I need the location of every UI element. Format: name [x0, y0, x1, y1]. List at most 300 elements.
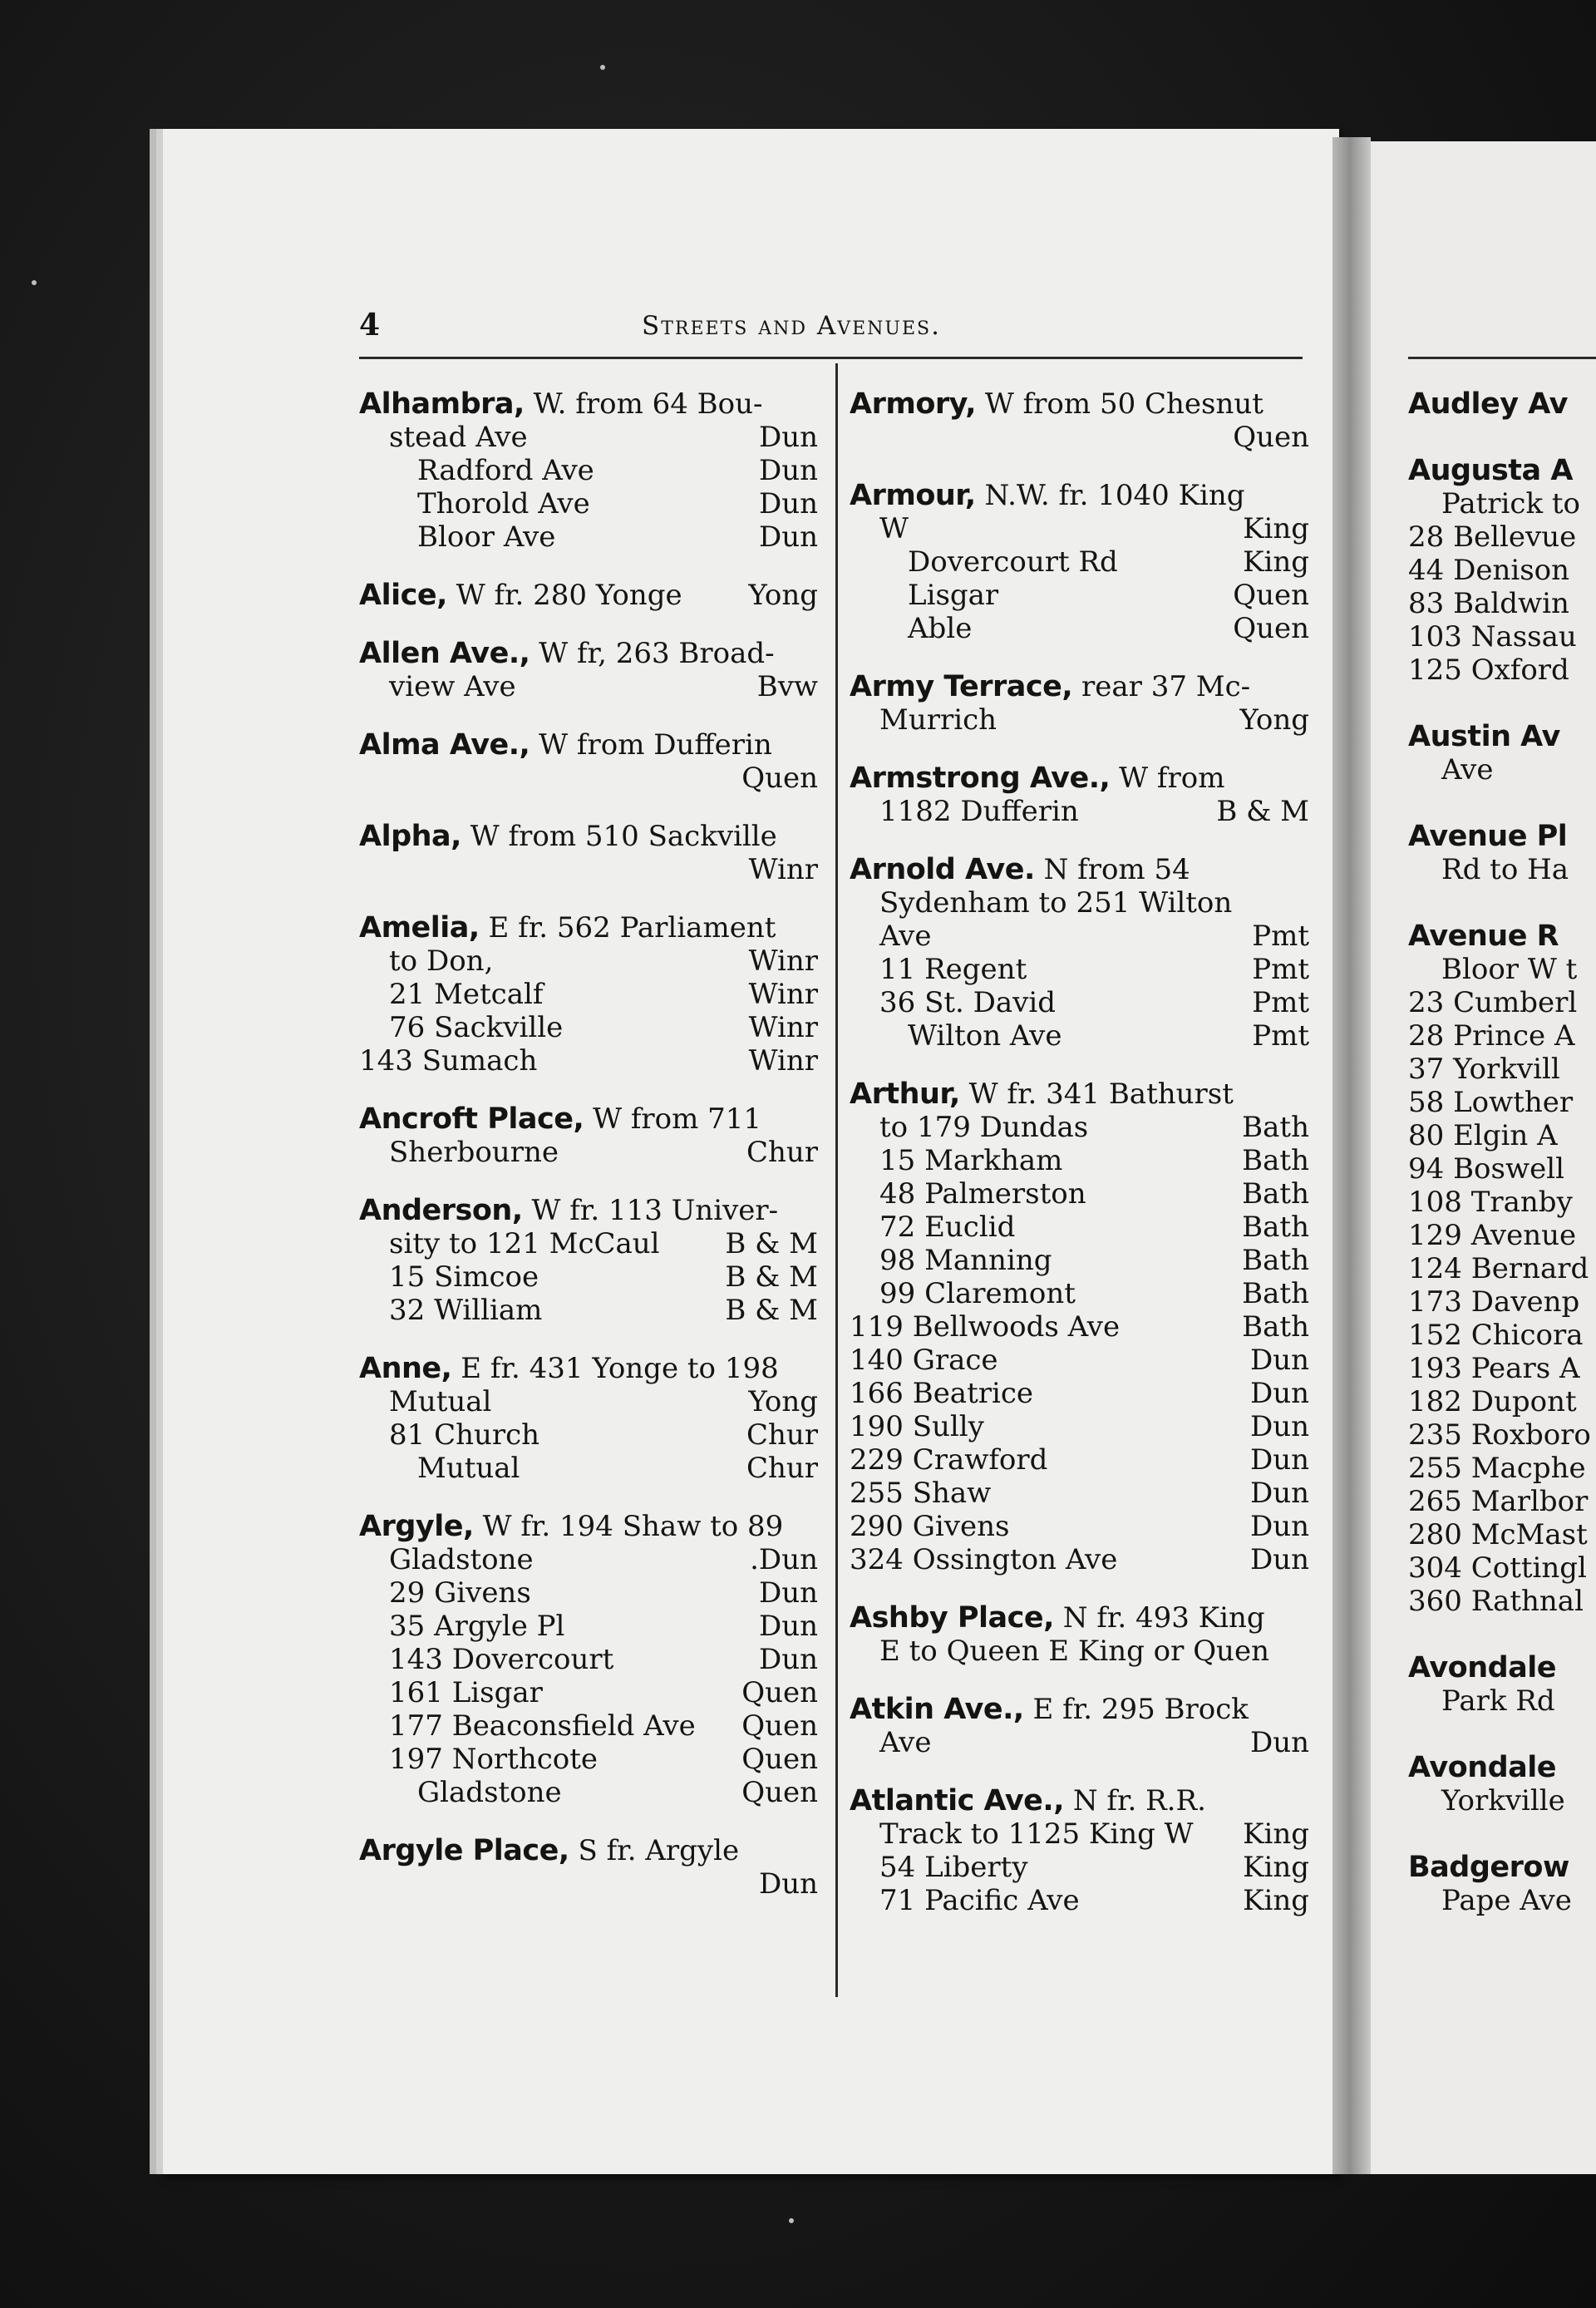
entry-line: [850, 1111, 1309, 1144]
entry-text: [389, 1610, 564, 1643]
entry-line: [1408, 1219, 1596, 1252]
entry-detail: stead Ave: [389, 421, 528, 454]
entry-detail: 166 Beatrice: [850, 1377, 1034, 1410]
entry-line: [850, 1851, 1309, 1884]
street-entry: [850, 670, 1309, 737]
entry-text: [879, 953, 1027, 986]
ward-code: Winr: [748, 853, 818, 886]
street-entry: [359, 1102, 818, 1169]
entry-line: [359, 454, 818, 487]
entry-detail: 193 Pears A: [1408, 1352, 1580, 1385]
entry-text: [417, 520, 555, 554]
entry-line: [850, 1784, 1309, 1817]
street-name: Alma Ave.,: [359, 728, 530, 762]
ward-code: .Dun: [750, 1543, 818, 1576]
street-name: Avondale: [1408, 1651, 1557, 1684]
entry-detail: Gladstone: [389, 1543, 534, 1576]
entry-detail: 119 Bellwoods Ave: [850, 1310, 1121, 1344]
entry-text: [359, 579, 682, 612]
entry-line: [850, 1377, 1309, 1410]
entry-detail: 304 Cottingl: [1408, 1551, 1587, 1585]
entry-text: [850, 1410, 984, 1443]
entry-line: [359, 1136, 818, 1169]
column-2: [850, 387, 1309, 1942]
ward-code: Yong: [748, 579, 818, 612]
ward-code: Pmt: [1252, 1019, 1309, 1053]
entry-text: [879, 1884, 1080, 1917]
street-name: Arthur,: [850, 1078, 960, 1111]
street-entry: [359, 579, 818, 612]
entry-line: [1408, 1684, 1596, 1718]
ward-code: B & M: [725, 1260, 818, 1294]
entry-line: [1408, 1319, 1596, 1352]
entry-line: [850, 1693, 1309, 1726]
entry-detail: 197 Northcote: [389, 1743, 598, 1776]
entry-text: [850, 1784, 1206, 1817]
entry-line: [1408, 986, 1596, 1019]
entry-text: [850, 1443, 1047, 1477]
entry-detail: 280 McMast: [1408, 1518, 1588, 1551]
entry-line: [850, 579, 1309, 612]
entry-line: [850, 886, 1309, 920]
ward-code: Quen: [741, 1676, 818, 1709]
ward-code: Pmt: [1252, 953, 1309, 986]
entry-line: [850, 920, 1309, 953]
entry-text: [879, 920, 932, 953]
street-entry-partial: [1408, 454, 1596, 687]
entry-line: [850, 1726, 1309, 1759]
entry-line: [850, 387, 1309, 421]
entry-detail: 108 Tranby: [1408, 1186, 1573, 1219]
entry-text: [417, 454, 594, 487]
ward-code: Dun: [758, 454, 818, 487]
entry-text: [879, 703, 997, 737]
entry-line: [1408, 1252, 1596, 1285]
entry-text: [850, 1344, 998, 1377]
street-name: Augusta A: [1408, 454, 1573, 487]
entry-detail: 44 Denison: [1408, 554, 1570, 587]
ward-code: Chur: [746, 1418, 818, 1452]
entry-detail: W from 510 Sackville: [470, 820, 777, 853]
ward-code: Yong: [748, 1385, 818, 1418]
entry-text: [879, 986, 1056, 1019]
entry-detail: 32 William: [389, 1294, 543, 1327]
entry-line: [1408, 1119, 1596, 1152]
entry-detail: 190 Sully: [850, 1410, 984, 1443]
entry-line: [850, 1211, 1309, 1244]
entry-detail: W from: [1119, 762, 1225, 795]
street-entry: [850, 387, 1309, 454]
street-entry: [850, 853, 1309, 1053]
entry-detail: 11 Regent: [879, 953, 1027, 986]
entry-line: [359, 1102, 818, 1136]
street-name: Anderson,: [359, 1194, 523, 1227]
entry-detail: 182 Dupont: [1408, 1385, 1577, 1418]
entry-detail: 35 Argyle Pl: [389, 1610, 565, 1643]
street-entry: [359, 1352, 818, 1485]
entry-line: [359, 911, 818, 944]
entry-text: [389, 421, 528, 454]
street-name: Badgerow: [1408, 1851, 1569, 1884]
entry-line: [850, 1601, 1309, 1635]
entry-line: [1408, 1385, 1596, 1418]
street-entry: [359, 820, 818, 886]
street-entry-partial: [1408, 1751, 1596, 1817]
entry-line: [359, 387, 818, 421]
street-entry-partial: [1408, 387, 1596, 421]
entry-line: [850, 1019, 1309, 1053]
ward-code: King: [1243, 545, 1309, 579]
entry-line: [1408, 587, 1596, 620]
entry-line: [1408, 1551, 1596, 1585]
ward-code: Quen: [741, 1743, 818, 1776]
street-name: Anne,: [359, 1352, 452, 1385]
entry-line: [1408, 1053, 1596, 1086]
entry-text: [389, 1743, 598, 1776]
entry-detail: W fr. 280 Yonge: [456, 579, 682, 612]
ward-code: Bath: [1242, 1211, 1309, 1244]
entry-detail: 177 Beaconsfield Ave: [389, 1709, 696, 1743]
street-name: Argyle,: [359, 1510, 474, 1543]
entry-detail: Murrich: [879, 703, 998, 737]
ward-code: Winr: [748, 944, 818, 978]
entry-text: [359, 1102, 761, 1136]
entry-line: [359, 1543, 818, 1576]
entry-line: [850, 762, 1309, 795]
entry-line: [359, 1576, 818, 1610]
entry-detail: Track to 1125 King W: [879, 1817, 1194, 1851]
entry-line: [359, 670, 818, 703]
ward-code: Dun: [1249, 1344, 1309, 1377]
ward-code: B & M: [725, 1294, 818, 1327]
ward-code: King: [1243, 1817, 1309, 1851]
entry-line: [359, 1194, 818, 1227]
entry-line: [850, 670, 1309, 703]
entry-detail: W from Dufferin: [539, 728, 772, 762]
street-name: Amelia,: [359, 911, 480, 944]
entry-detail: 173 Davenp: [1408, 1285, 1580, 1319]
ward-code: Chur: [746, 1136, 818, 1169]
entry-detail: E to Queen E King or Quen: [879, 1635, 1269, 1668]
dust-speck: [32, 280, 37, 285]
street-name: Avenue R: [1408, 920, 1559, 953]
entry-line: [850, 1310, 1309, 1344]
entry-detail: 1182 Dufferin: [879, 795, 1079, 828]
entry-detail: Ave: [879, 1726, 932, 1759]
entry-line: [359, 1227, 818, 1260]
entry-text: [879, 1635, 1269, 1668]
entry-line: [850, 1078, 1309, 1111]
entry-detail: S fr. Argyle: [578, 1834, 740, 1867]
street-entry: [850, 479, 1309, 645]
entry-line: [359, 1452, 818, 1485]
entry-line: [850, 545, 1309, 579]
dust-speck: [789, 2218, 794, 2223]
entry-line: [359, 1294, 818, 1327]
entry-line: [850, 953, 1309, 986]
entry-detail: 76 Sackville: [389, 1011, 564, 1044]
column-1: [359, 387, 818, 1926]
entry-line: [1408, 1784, 1596, 1817]
entry-text: [879, 1244, 1052, 1277]
entry-text: [850, 853, 1190, 886]
entry-detail: Radford Ave: [417, 454, 594, 487]
entry-line: [850, 853, 1309, 886]
street-entry: [359, 1510, 818, 1809]
entry-text: [850, 670, 1250, 703]
entry-text: [850, 1078, 1234, 1111]
entry-line: [1408, 520, 1596, 554]
entry-detail: W: [879, 512, 909, 545]
street-name: Alice,: [359, 579, 447, 612]
ward-code: Winr: [748, 1044, 818, 1078]
entry-text: [908, 1019, 1062, 1053]
entry-text: [908, 579, 998, 612]
entry-detail: Wilton Ave: [908, 1019, 1062, 1053]
entry-text: [850, 387, 1264, 421]
entry-detail: 58 Lowther: [1408, 1086, 1574, 1119]
entry-text: [389, 1260, 539, 1294]
street-name: Atlantic Ave.,: [850, 1784, 1064, 1817]
entry-text: [417, 487, 590, 520]
entry-detail: 94 Boswell: [1408, 1152, 1564, 1186]
entry-line: [1408, 1452, 1596, 1485]
entry-detail: Thorold Ave: [417, 487, 590, 520]
entry-line: [1408, 1884, 1596, 1917]
entry-line: [359, 1610, 818, 1643]
entry-line: [1408, 1485, 1596, 1518]
entry-detail: 28 Bellevue: [1408, 520, 1577, 554]
entry-detail: Pape Ave: [1441, 1884, 1572, 1917]
entry-detail: W fr, 263 Broad-: [539, 637, 775, 670]
entry-text: [359, 911, 776, 944]
street-entry: [850, 1078, 1309, 1576]
entry-line: [850, 1410, 1309, 1443]
entry-detail: 81 Church: [389, 1418, 540, 1452]
entry-detail: 15 Markham: [879, 1144, 1063, 1177]
entry-line: [359, 853, 818, 886]
ward-code: Dun: [1249, 1410, 1309, 1443]
entry-text: [389, 1709, 696, 1743]
ward-code: Quen: [741, 762, 818, 795]
entry-detail: N.W. fr. 1040 King: [984, 479, 1245, 512]
ward-code: Quen: [1233, 612, 1309, 645]
entry-text: [359, 1834, 739, 1867]
street-entry: [359, 1834, 818, 1901]
entry-line: [1408, 1086, 1596, 1119]
entry-text: [389, 1418, 539, 1452]
ward-code: Dun: [758, 1576, 818, 1610]
entry-text: [850, 1310, 1120, 1344]
entry-detail: W fr. 113 Univer-: [531, 1194, 779, 1227]
entry-detail: 161 Lisgar: [389, 1676, 543, 1709]
ward-code: Pmt: [1252, 920, 1309, 953]
entry-line: [359, 421, 818, 454]
entry-line: [359, 1709, 818, 1743]
entry-line: [1408, 1518, 1596, 1551]
street-entry: [850, 1601, 1309, 1668]
entry-detail: 98 Manning: [879, 1244, 1052, 1277]
entry-line: [359, 1676, 818, 1709]
entry-line: [850, 795, 1309, 828]
column-divider: [835, 363, 838, 1997]
entry-detail: 15 Simcoe: [389, 1260, 539, 1294]
entry-text: [850, 479, 1245, 512]
ward-code: Dun: [1249, 1543, 1309, 1576]
street-entry-partial: [1408, 720, 1596, 787]
entry-detail: 360 Rathnal: [1408, 1585, 1584, 1618]
entry-line: [850, 1177, 1309, 1211]
entry-detail: 265 Marlbor: [1408, 1485, 1589, 1518]
entry-detail: 29 Givens: [389, 1576, 531, 1610]
column-3-partial: [1408, 387, 1596, 1950]
entry-detail: 37 Yorkvill: [1408, 1053, 1560, 1086]
entry-text: [879, 1177, 1086, 1211]
entry-text: [850, 1693, 1249, 1726]
entry-line: [850, 986, 1309, 1019]
entry-detail: view Ave: [389, 670, 516, 703]
entry-text: [879, 1211, 1015, 1244]
entry-detail: 72 Euclid: [879, 1211, 1016, 1244]
entry-detail: N fr. R.R.: [1072, 1784, 1206, 1817]
entry-text: [359, 820, 777, 853]
entry-detail: E fr. 295 Brock: [1032, 1693, 1249, 1726]
entry-text: [850, 1477, 991, 1510]
entry-detail: sity to 121 McCaul: [389, 1227, 660, 1260]
entry-text: [879, 886, 1232, 920]
entry-text: [389, 1385, 491, 1418]
ward-code: Dun: [758, 1867, 818, 1901]
entry-detail: 124 Bernard: [1408, 1252, 1589, 1285]
entry-line: [1408, 1152, 1596, 1186]
entry-line: [359, 1834, 818, 1867]
entry-detail: Yorkville: [1441, 1784, 1565, 1817]
ward-code: Quen: [741, 1776, 818, 1809]
street-entry: [850, 762, 1309, 828]
entry-line: [1408, 554, 1596, 587]
entry-detail: 103 Nassau: [1408, 620, 1577, 653]
entry-text: [389, 1676, 543, 1709]
street-name: Allen Ave.,: [359, 637, 530, 670]
entry-detail: Sydenham to 251 Wilton: [879, 886, 1233, 920]
entry-line: [1408, 1585, 1596, 1618]
entry-text: [879, 795, 1079, 828]
entry-text: [417, 1776, 562, 1809]
street-name: Armour,: [850, 479, 976, 512]
entry-line: [850, 1884, 1309, 1917]
entry-detail: 129 Avenue: [1408, 1219, 1577, 1252]
entry-text: [908, 612, 972, 645]
entry-line: [359, 1776, 818, 1809]
entry-line: [850, 479, 1309, 512]
entry-text: [359, 1194, 778, 1227]
entry-text: [389, 1011, 563, 1044]
ward-code: Bath: [1242, 1310, 1309, 1344]
street-entry: [359, 1194, 818, 1327]
entry-line: [359, 1643, 818, 1676]
entry-line: [850, 1543, 1309, 1576]
street-name: Atkin Ave.,: [850, 1693, 1024, 1726]
ward-code: Dun: [758, 1643, 818, 1676]
entry-text: [359, 387, 763, 421]
ward-code: B & M: [1216, 795, 1309, 828]
entry-text: [359, 728, 772, 762]
entry-line: [359, 762, 818, 795]
entry-line: [850, 703, 1309, 737]
entry-line: [1408, 1418, 1596, 1452]
entry-line: [359, 487, 818, 520]
street-name: Alhambra,: [359, 387, 525, 421]
entry-detail: 324 Ossington Ave: [850, 1543, 1118, 1576]
ward-code: Quen: [1233, 421, 1309, 454]
ward-code: Bath: [1242, 1177, 1309, 1211]
entry-line: [1408, 1186, 1596, 1219]
entry-detail: 36 St. David: [879, 986, 1057, 1019]
entry-line: [359, 520, 818, 554]
entry-detail: Bloor W t: [1441, 953, 1578, 986]
street-entry: [850, 1784, 1309, 1917]
street-name: Austin Av: [1408, 720, 1560, 753]
entry-line: [1408, 753, 1596, 787]
entry-line: [850, 1510, 1309, 1543]
street-entry: [850, 1693, 1309, 1759]
entry-text: [389, 1136, 559, 1169]
entry-detail: N fr. 493 King: [1062, 1601, 1265, 1635]
entry-line: [359, 1352, 818, 1385]
entry-line: [850, 512, 1309, 545]
entry-line: [850, 1443, 1309, 1477]
entry-detail: Sherbourne: [389, 1136, 559, 1169]
entry-line: [850, 1635, 1309, 1668]
entry-detail: Lisgar: [908, 579, 999, 612]
street-entry: [359, 728, 818, 795]
street-entry: [359, 387, 818, 554]
ward-code: Pmt: [1252, 986, 1309, 1019]
entry-text: [850, 1510, 1009, 1543]
ward-code: Quen: [1233, 579, 1309, 612]
entry-detail: 83 Baldwin: [1408, 587, 1569, 620]
ward-code: Dun: [1249, 1443, 1309, 1477]
entry-line: [1408, 1019, 1596, 1053]
street-entry-partial: [1408, 920, 1596, 1618]
entry-detail: 143 Sumach: [359, 1044, 538, 1078]
entry-detail: Rd to Ha: [1441, 853, 1569, 886]
entry-detail: 28 Prince A: [1408, 1019, 1575, 1053]
entry-text: [389, 1227, 660, 1260]
entry-text: [879, 512, 909, 545]
entry-detail: Bloor Ave: [417, 520, 556, 554]
entry-line: [359, 1743, 818, 1776]
ward-code: Bath: [1242, 1244, 1309, 1277]
entry-detail: N from 54: [1043, 853, 1190, 886]
dust-speck: [600, 65, 605, 70]
entry-line: [850, 1344, 1309, 1377]
entry-text: [389, 1643, 613, 1676]
entry-detail: W fr. 341 Bathurst: [968, 1078, 1234, 1111]
page-number: 4: [359, 308, 382, 343]
entry-detail: W from 50 Chesnut: [984, 387, 1264, 421]
running-title: Streets and Avenues.: [642, 311, 941, 341]
ward-code: Winr: [748, 1011, 818, 1044]
entry-line: [359, 1418, 818, 1452]
entry-text: [389, 944, 493, 978]
entry-detail: 71 Pacific Ave: [879, 1884, 1080, 1917]
street-name: Armory,: [850, 387, 977, 421]
entry-line: [359, 579, 818, 612]
entry-line: [359, 1044, 818, 1078]
page-header: [359, 301, 1303, 351]
entry-text: [389, 978, 543, 1011]
